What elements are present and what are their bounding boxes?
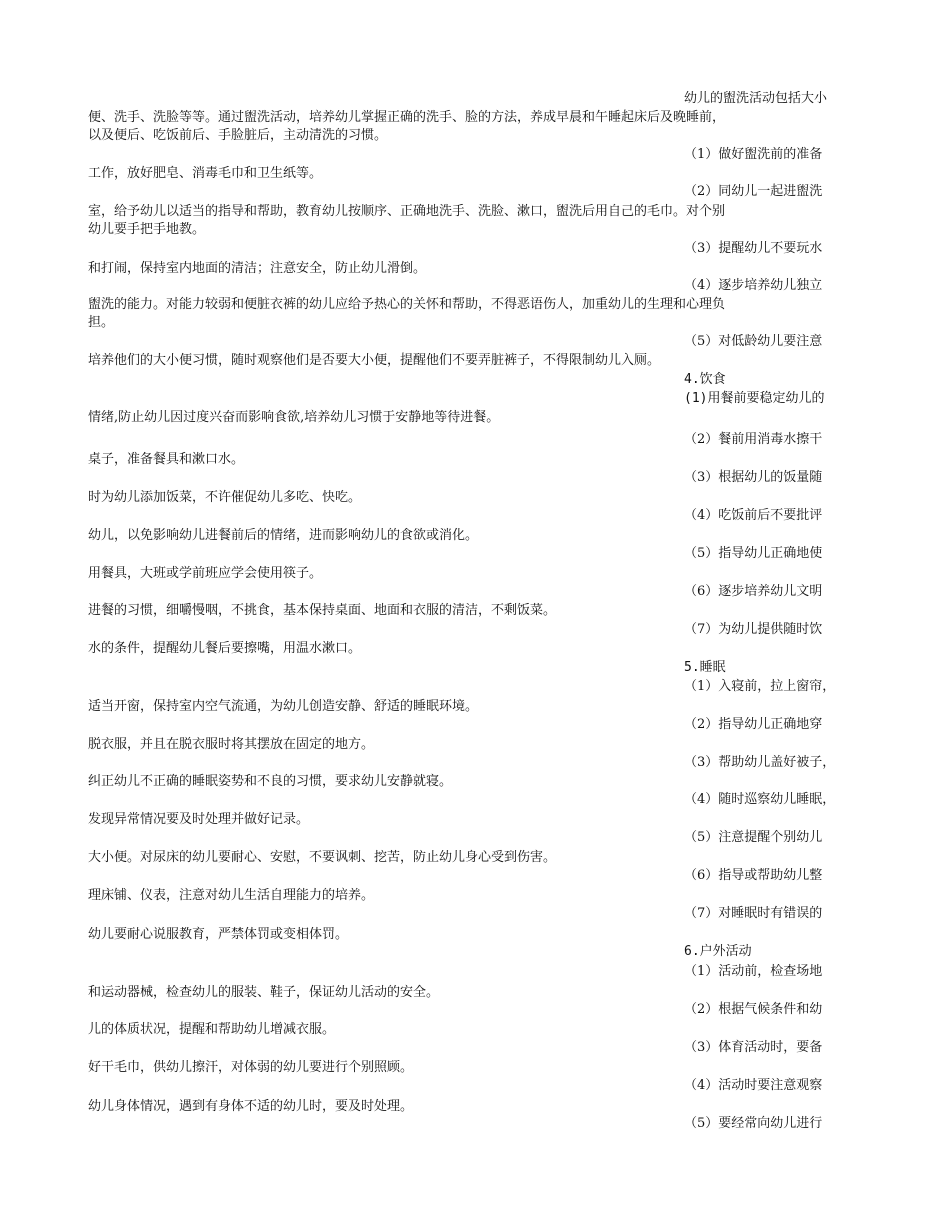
hygiene-item-4-body-2: 担。 <box>88 315 115 330</box>
outdoor-item-2-head: （2）根据气候条件和幼 <box>684 1002 823 1017</box>
sleep-item-7-head: （7）对睡眠时有错误的 <box>684 906 823 921</box>
outdoor-item-3-head: （3）体育活动时，要备 <box>684 1040 823 1055</box>
hygiene-intro-line-2: 以及便后、吃饭前后、手脸脏后，主动清洗的习惯。 <box>88 128 388 143</box>
hygiene-item-5-head: （5）对低龄幼儿要注意 <box>684 334 823 349</box>
section-4-heading: 4.饮食 <box>684 372 726 387</box>
outdoor-item-1-body: 和运动器械，检查幼儿的服装、鞋子，保证幼儿活动的安全。 <box>88 985 440 1000</box>
sleep-item-7-body: 幼儿要耐心说服教育，严禁体罚或变相体罚。 <box>88 927 349 942</box>
outdoor-item-5-head: （5）要经常向幼儿进行 <box>684 1116 823 1131</box>
hygiene-item-4-body-1: 盥洗的能力。对能力较弱和便脏衣裤的幼儿应给予热心的关怀和帮助，不得恶语伤人，加重幼儿的生理和心理负 <box>88 297 726 312</box>
diet-item-7-body: 水的条件，提醒幼儿餐后要擦嘴，用温水漱口。 <box>88 641 362 656</box>
sleep-item-5-head: （5）注意提醒个别幼儿 <box>684 830 823 845</box>
diet-item-3-body: 时为幼儿添加饭菜，不许催促幼儿多吃、快吃。 <box>88 490 362 505</box>
sleep-item-1-head: （1）入寝前，拉上窗帘， <box>684 679 836 694</box>
diet-item-2-body: 桌子，准备餐具和漱口水。 <box>88 452 245 467</box>
hygiene-item-4-head: （4）逐步培养幼儿独立 <box>684 278 823 293</box>
diet-item-3-head: （3）根据幼儿的饭量随 <box>684 470 823 485</box>
diet-item-7-head: （7）为幼儿提供随时饮 <box>684 622 823 637</box>
outdoor-item-3-body: 好干毛巾，供幼儿擦汗，对体弱的幼儿要进行个别照顾。 <box>88 1060 414 1075</box>
diet-item-4-head: （4）吃饭前后不要批评 <box>684 508 823 523</box>
hygiene-item-2-head: （2）同幼儿一起进盥洗 <box>684 184 823 199</box>
outdoor-item-4-body: 幼儿身体情况，遇到有身体不适的幼儿时，要及时处理。 <box>88 1099 414 1114</box>
hygiene-intro-right: 幼儿的盥洗活动包括大小 <box>684 91 828 106</box>
outdoor-item-4-head: （4）活动时要注意观察 <box>684 1078 823 1093</box>
sleep-item-4-body: 发现异常情况要及时处理并做好记录。 <box>88 812 310 827</box>
diet-item-6-body: 进餐的习惯，细嚼慢咽，不挑食，基本保持桌面、地面和衣服的清洁，不剩饭菜。 <box>88 603 557 618</box>
hygiene-item-3-body: 和打闹，保持室内地面的清洁；注意安全，防止幼儿滑倒。 <box>88 261 427 276</box>
hygiene-item-2-body-2: 幼儿要手把手地教。 <box>88 222 206 237</box>
sleep-item-6-head: （6）指导或帮助幼儿整 <box>684 868 823 883</box>
diet-item-4-body: 幼儿，以免影响幼儿进餐前后的情绪，进而影响幼儿的食欲或消化。 <box>88 528 479 543</box>
hygiene-item-1-head: （1）做好盥洗前的准备 <box>684 147 823 162</box>
diet-item-6-head: （6）逐步培养幼儿文明 <box>684 584 823 599</box>
hygiene-intro-line-1: 便、洗手、洗脸等等。通过盥洗活动，培养幼儿掌握正确的洗手、脸的方法，养成早晨和午睡起床后及晚睡前， <box>88 110 726 125</box>
sleep-item-1-body: 适当开窗，保持室内空气流通，为幼儿创造安静、舒适的睡眠环境。 <box>88 699 479 714</box>
sleep-item-5-body: 大小便。对尿床的幼儿要耐心、安慰，不要讽刺、挖苦，防止幼儿身心受到伤害。 <box>88 850 557 865</box>
sleep-item-3-head: （3）帮助幼儿盖好被子， <box>684 755 836 770</box>
hygiene-item-2-body-1: 室，给予幼儿以适当的指导和帮助，教育幼儿按顺序、正确地洗手、洗脸、漱口，盥洗后用自己的毛巾。对个别 <box>88 204 726 219</box>
diet-item-5-body: 用餐具，大班或学前班应学会使用筷子。 <box>88 566 323 581</box>
hygiene-item-5-body: 培养他们的大小便习惯，随时观察他们是否要大小便，提醒他们不要弄脏裤子，不得限制幼儿入厕。 <box>88 353 661 368</box>
sleep-item-4-head: （4）随时巡察幼儿睡眠， <box>684 792 836 807</box>
outdoor-item-1-head: （1）活动前，检查场地 <box>684 964 823 979</box>
outdoor-item-2-body: 儿的体质状况，提醒和帮助幼儿增减衣服。 <box>88 1022 336 1037</box>
sleep-item-6-body: 理床铺、仪表，注意对幼儿生活自理能力的培养。 <box>88 888 375 903</box>
diet-item-5-head: （5）指导幼儿正确地使 <box>684 546 823 561</box>
diet-item-1-head: (1)用餐前要稳定幼儿的 <box>684 391 825 406</box>
sleep-item-2-body: 脱衣服，并且在脱衣服时将其摆放在固定的地方。 <box>88 737 375 752</box>
diet-item-1-body: 情绪,防止幼儿因过度兴奋而影响食欲,培养幼儿习惯于安静地等待进餐。 <box>88 410 500 425</box>
sleep-item-2-head: （2）指导幼儿正确地穿 <box>684 717 823 732</box>
hygiene-item-3-head: （3）提醒幼儿不要玩水 <box>684 241 823 256</box>
hygiene-item-1-body: 工作，放好肥皂、消毒毛巾和卫生纸等。 <box>88 166 323 181</box>
diet-item-2-head: （2）餐前用消毒水擦干 <box>684 432 823 447</box>
section-5-heading: 5.睡眠 <box>684 660 726 675</box>
section-6-heading: 6.户外活动 <box>684 944 752 959</box>
sleep-item-3-body: 纠正幼儿不正确的睡眠姿势和不良的习惯，要求幼儿安静就寝。 <box>88 774 453 789</box>
